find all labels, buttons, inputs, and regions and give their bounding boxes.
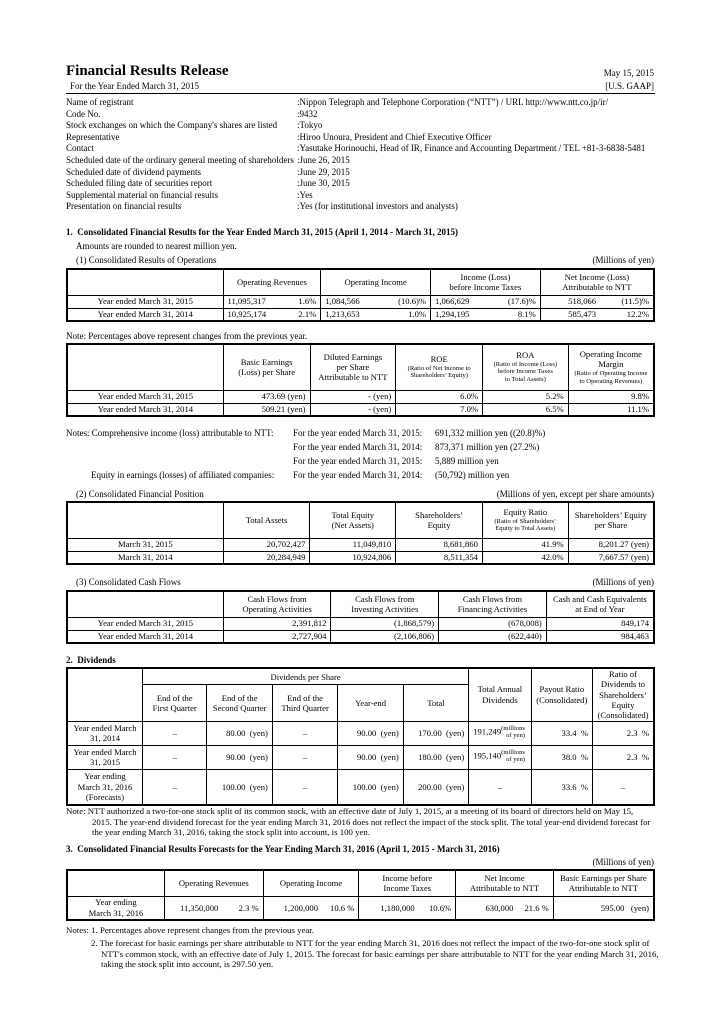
info-row: Code No. :9432 xyxy=(66,108,318,119)
table-row: Year ended March 31, 2015 – 90.00 (yen) – 90.00 (yen) 180.00 (yen) 195,140 (millions of yen) 38.0 % 2.3 % xyxy=(67,745,654,769)
table-header-row: Operating Revenues Operating Income Income before Income Taxes Net Income Attributable to NTT Basic Earnings per Share Attributable to NTT xyxy=(67,870,654,896)
rounding-note: Amounts are rounded to nearest million yen. xyxy=(76,241,237,251)
ops-title: (1) Consolidated Results of Operations xyxy=(76,255,217,265)
per-share-ratios-table xyxy=(66,343,655,417)
equity-note-label: Equity in earnings (losses) of affiliated companies: xyxy=(91,470,275,480)
ops-unit: (Millions of yen) xyxy=(592,255,654,265)
table-row: March 31, 2014 20,284,949 10,924,806 8,511,354 42.0% 7,667.57 (yen) xyxy=(67,551,654,564)
header-divider xyxy=(66,93,655,94)
note-value: 691,332 million yen ((20.8)%) xyxy=(435,428,546,438)
section-2-title: 2. Dividends xyxy=(66,655,116,665)
table-row: Year ended March 31, 2014 2,727,904 (2,106,806) (622,440) 984,463 xyxy=(67,630,654,643)
financial-position-table xyxy=(66,501,655,565)
table-row: Year ended March 31, 2015 473.69 (yen) - (yen) 6.0% 5.2% 9.8% xyxy=(67,390,654,403)
note-value: 873,371 million yen (27.2%) xyxy=(435,442,540,452)
note-period: For the year ended March 31, 2014: xyxy=(293,470,423,480)
table-row: Year ending March 31, 2016 (Forecasts) – 100.00 (yen) – 100.00 (yen) 200.00 (yen) – 33.6 % – xyxy=(67,769,654,805)
cash-flows-unit: (Millions of yen) xyxy=(592,577,654,587)
position-unit: (Millions of yen, except per share amounts) xyxy=(496,489,654,499)
info-row: Contact :Yasutake Horinouchi, Head of IR, Finance and Accounting Department / TEL +81-3-6838-5481 xyxy=(66,143,646,154)
table-header-row: End of the First Quarter End of the Second Quarter End of the Third Quarter Year-end Total xyxy=(67,685,654,721)
page-subtitle: For the Year Ended March 31, 2015 xyxy=(70,81,199,91)
note-value: 5,889 million yen xyxy=(435,456,499,466)
info-row: Scheduled filing date of securities report :June 30, 2015 xyxy=(66,178,350,189)
table-row: Year ended March 31, 2014 10,925,174 2.1% 1,213,653 1.0% 1,294,195 8.1% 585,473 12.2% xyxy=(67,308,654,321)
table-row: March 31, 2015 20,702,427 11,049,810 8,681,860 41.9% 8,201.27 (yen) xyxy=(67,538,654,551)
note-period: For the year ended March 31, 2015: xyxy=(293,456,423,466)
ci-note-label: Notes: Comprehensive income (loss) attributable to NTT: xyxy=(66,428,274,438)
forecast-note-1: Notes: 1. Percentages above represent changes from the previous year. xyxy=(66,925,314,935)
section-1-title: 1. Consolidated Financial Results for the Year Ended March 31, 2015 (April 1, 2014 - March 31, 2015) xyxy=(66,227,458,237)
info-row: Scheduled date of dividend payments :June 29, 2015 xyxy=(66,166,350,177)
forecast-unit: (Millions of yen) xyxy=(592,857,654,867)
cash-flows-table xyxy=(66,590,655,644)
info-row: Name of registrant :Nippon Telegraph and Telephone Corporation (“NTT”) / URL http://www.ntt.co.jp/ir/ xyxy=(66,97,609,107)
table-header-row: Dividends per Share Total Annual Dividends Payout Ratio (Consolidated) Ratio of Dividends to Shareholders’ Equity (Consolidated) xyxy=(67,668,654,685)
release-date: May 15, 2015 xyxy=(603,68,654,78)
forecast-table xyxy=(66,869,655,921)
note-period: For the year ended March 31, 2015: xyxy=(293,428,423,438)
forecast-note-2: 2. The forecast for basic earnings per share attributable to NTT for the year ending March 31, 2016 does not reflect the impact of the two-for-one stock split of NTT's common stock, with an effective date of July 1, 2015. The forecast for basic earnings per share attributable to NTT for the year ending March 31, 2016, taking the stock split into account, is 297.50 yen. xyxy=(91,938,659,970)
page-title: Financial Results Release xyxy=(66,63,229,79)
table-header-row: Basic Earnings (Loss) per Share Diluted Earnings per Share Attributable to NTT ROE (Ratio of Net Income to Shareholders’ Equity) ROA (Ratio of Income (Loss) before Income Taxes to Total Assets) Operating Income Margin (Ratio of Operating Income to Operating Revenues) xyxy=(67,344,654,390)
info-row: Scheduled date of the ordinary general meeting of shareholders :June 26, 2015 xyxy=(66,154,350,165)
results-of-operations-table xyxy=(66,268,655,322)
table-row: Year ended March 31, 2014 509.21 (yen) - (yen) 7.0% 6.5% 11.1% xyxy=(67,403,654,416)
ops-note: Note: Percentages above represent changes from the previous year. xyxy=(66,331,308,341)
position-title: (2) Consolidated Financial Position xyxy=(76,489,204,499)
info-row: Stock exchanges on which the Company's shares are listed :Tokyo xyxy=(66,120,323,131)
dividends-note: Note: NTT authorized a two-for-one stock split of its common stock, with an effective date of July 1, 2015, at a meeting of its board of directors held on May 15, 2015. The year-end dividend forecast for the year ending March 31, 2016 does not reflect the impact of the stock split. The total year-end dividend forecast for the year ending March 31, 2016, taking the stock split into account, is 100 yen. xyxy=(66,806,651,838)
registrant-info xyxy=(66,97,666,213)
table-row: Year ended March 31, 2015 2,391,812 (1,868,579) (678,008) 849,174 xyxy=(67,617,654,630)
accounting-standard: [U.S. GAAP] xyxy=(605,81,654,91)
table-header-row: Total Assets Total Equity (Net Assets) Shareholders’ Equity Equity Ratio (Ratio of Shareholders’ Equity to Total Assets) Shareholders’ Equity per Share xyxy=(67,502,654,538)
note-value: (50,792) million yen xyxy=(435,470,510,480)
info-row: Supplemental material on financial results :Yes xyxy=(66,189,313,200)
dividends-table xyxy=(66,667,655,806)
info-row: Representative :Hiroo Unoura, President and Chief Executive Officer xyxy=(66,131,492,142)
table-header-row: Cash Flows from Operating Activities Cash Flows from Investing Activities Cash Flows from Financing Activities Cash and Cash Equivalents at End of Year xyxy=(67,591,654,617)
table-header-row: Operating Revenues Operating Income Income (Loss) before Income Taxes Net Income (Loss) Attributable to NTT xyxy=(67,269,654,295)
cash-flows-title: (3) Consolidated Cash Flows xyxy=(76,577,181,587)
info-row: Presentation on financial results :Yes (for institutional investors and analysts) xyxy=(66,201,458,212)
section-3-title: 3. Consolidated Financial Results Forecasts for the Year Ending March 31, 2016 (April 1, 2015 - March 31, 2016) xyxy=(66,844,500,854)
table-row: Year ending March 31, 2016 11,350,000 2.3 % 1,200,000 10.6 % 1,180,000 10.6% 630,000 21.6 % 595.00 (yen) xyxy=(67,896,654,920)
table-row: Year ended March 31, 2015 11,095,317 1.6% 1,084,566 (10.6)% 1,066,629 (17.6)% 518,066 (11.5)% xyxy=(67,295,654,308)
table-row: Year ended March 31, 2014 – 80.00 (yen) – 90.00 (yen) 170.00 (yen) 191,249 (millions of yen) 33.4 % 2.3 % xyxy=(67,721,654,745)
note-period: For the year ended March 31, 2014: xyxy=(293,442,423,452)
